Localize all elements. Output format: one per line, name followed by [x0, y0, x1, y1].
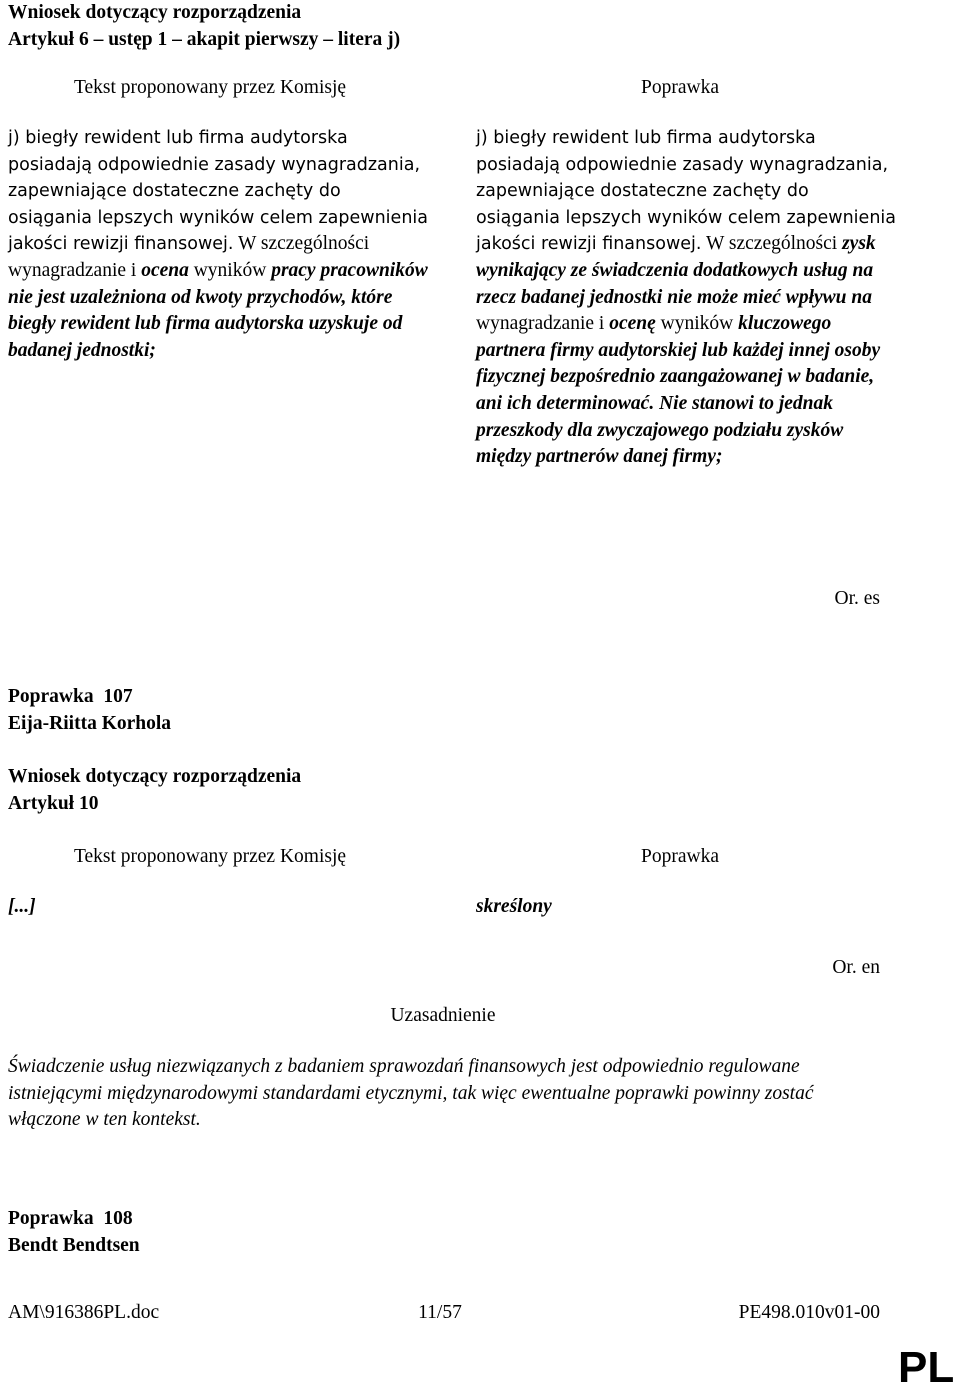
- justification-title: Uzasadnienie: [390, 1005, 496, 1026]
- proposal-heading: [8, 0, 400, 53]
- amendment-header: [8, 1206, 140, 1259]
- proposal-heading-line1: Wniosek dotyczący rozporządzenia: [8, 2, 302, 23]
- justification-text: Świadczenie usług niezwiązanych z badaniem sprawozdań finansowych jest odpowiednio regulowane istniejącymi międzynarodowymi standardami etycznymi, tak więc ewentualne poprawki powinny zostać włączone w ten kontekst.: [8, 1056, 814, 1131]
- commission-text: j) biegły rewident lub firma audytorska posiadają odpowiednie zasady wynagradzania, zapewniające dostateczne zachęty do osiągania lepszych wyników celem zapewnienia jakości rewizji finansowej. W szczególności wynagradzanie i ocena wyników pracy pracowników nie jest uzależniona od kwoty przychodów, które biegły rewident lub firma audytorska uzyskuje od badanej jednostki;: [8, 128, 428, 361]
- amendment-text: skreślony: [476, 896, 552, 917]
- amendment-text: j) biegły rewident lub firma audytorska posiadają odpowiednie zasady wynagradzania, zapewniające dostateczne zachęty do osiągania lepszych wyników celem zapewnienia jakości rewizji finansowej. W szczególności zysk wynikający ze świadczenia dodatkowych usług na rzecz badanej jednostki nie może mieć wpływu na wynagradzanie i ocenę wyników kluczowego partnera firmy audytorskiej lub każdej innej osoby fizycznej bezpośrednio zaangażowanej w badanie, ani ich determinować. Nie stanowi to jednak przeszkody dla zwyczajowego podziału zysków między partnerów danej firmy;: [476, 128, 896, 468]
- article-reference: Artykuł 6 – ustęp 1 – akapit pierwszy – litera j): [8, 28, 401, 50]
- proposal-heading: [8, 764, 301, 817]
- commission-text: [...]: [8, 896, 36, 917]
- commission-text-title: Tekst proponowany przez Komisję: [73, 846, 347, 867]
- proposal-heading-line1: Wniosek dotyczący rozporządzenia: [8, 766, 302, 787]
- amendment-number-line: Poprawka 108: [8, 1208, 133, 1229]
- commission-text-title: Tekst proponowany przez Komisję: [73, 77, 347, 98]
- amendment-title: Poprawka: [641, 846, 719, 867]
- amendment-author: Eija-Riitta Korhola: [8, 712, 172, 734]
- amendment-author: Bendt Bendtsen: [8, 1234, 140, 1256]
- pe-reference: PE498.010v01-00: [738, 1302, 880, 1323]
- amendment-header: [8, 684, 171, 737]
- page-number: 11/57: [418, 1302, 462, 1323]
- amendment-title: Poprawka: [641, 77, 719, 98]
- language-code: PL: [898, 1343, 955, 1392]
- document-reference: AM\916386PL.doc: [8, 1302, 160, 1323]
- article-reference: Artykuł 10: [8, 792, 99, 814]
- origin-language: Or. es: [834, 588, 880, 609]
- amendment-number-line: Poprawka 107: [8, 686, 133, 707]
- origin-language: Or. en: [832, 957, 880, 978]
